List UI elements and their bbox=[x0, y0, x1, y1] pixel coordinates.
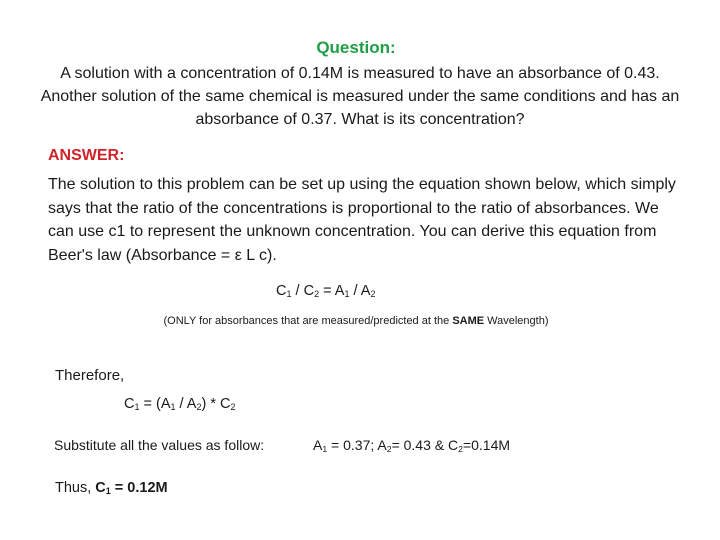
substitute-values: $A_1 = 0.37$; $A_2= 0.43$ & $C_2=0.14M$ bbox=[313, 437, 511, 455]
wavelength-note: (ONLY for absorbances that are measured/predicted at the SAME Wavelength) bbox=[163, 315, 549, 327]
result-line: Thus, $C_1 = 0.12M$ bbox=[55, 480, 168, 497]
therefore-label: Therefore, bbox=[55, 367, 125, 384]
question-title: Question: bbox=[316, 38, 396, 57]
ratio-equation: $C_1 / C_2 = A_1 / A_2$ bbox=[276, 283, 376, 300]
question-text: A solution with a concentration of 0.14M is measured to have an absorbance of 0.43. Another solution of the same chemical is measured under the same conditions and has an absorbance of 0.37. What is its concentration? bbox=[40, 65, 680, 128]
answer-text: The solution to this problem can be set up using the equation shown below, which simply says that the ratio of the concentrations is proportional to the ratio of absorbances. We can use c1 to represent the unknown concentration. You can derive this equation from Beer's law (Absorbance = ε L c). bbox=[48, 176, 676, 264]
substitute-label: Substitute all the values as follow: bbox=[54, 437, 265, 453]
answer-title: ANSWER: bbox=[48, 147, 125, 164]
rearranged-equation: $C_1 = (A_1 / A_2) * C_2$ bbox=[124, 396, 236, 413]
